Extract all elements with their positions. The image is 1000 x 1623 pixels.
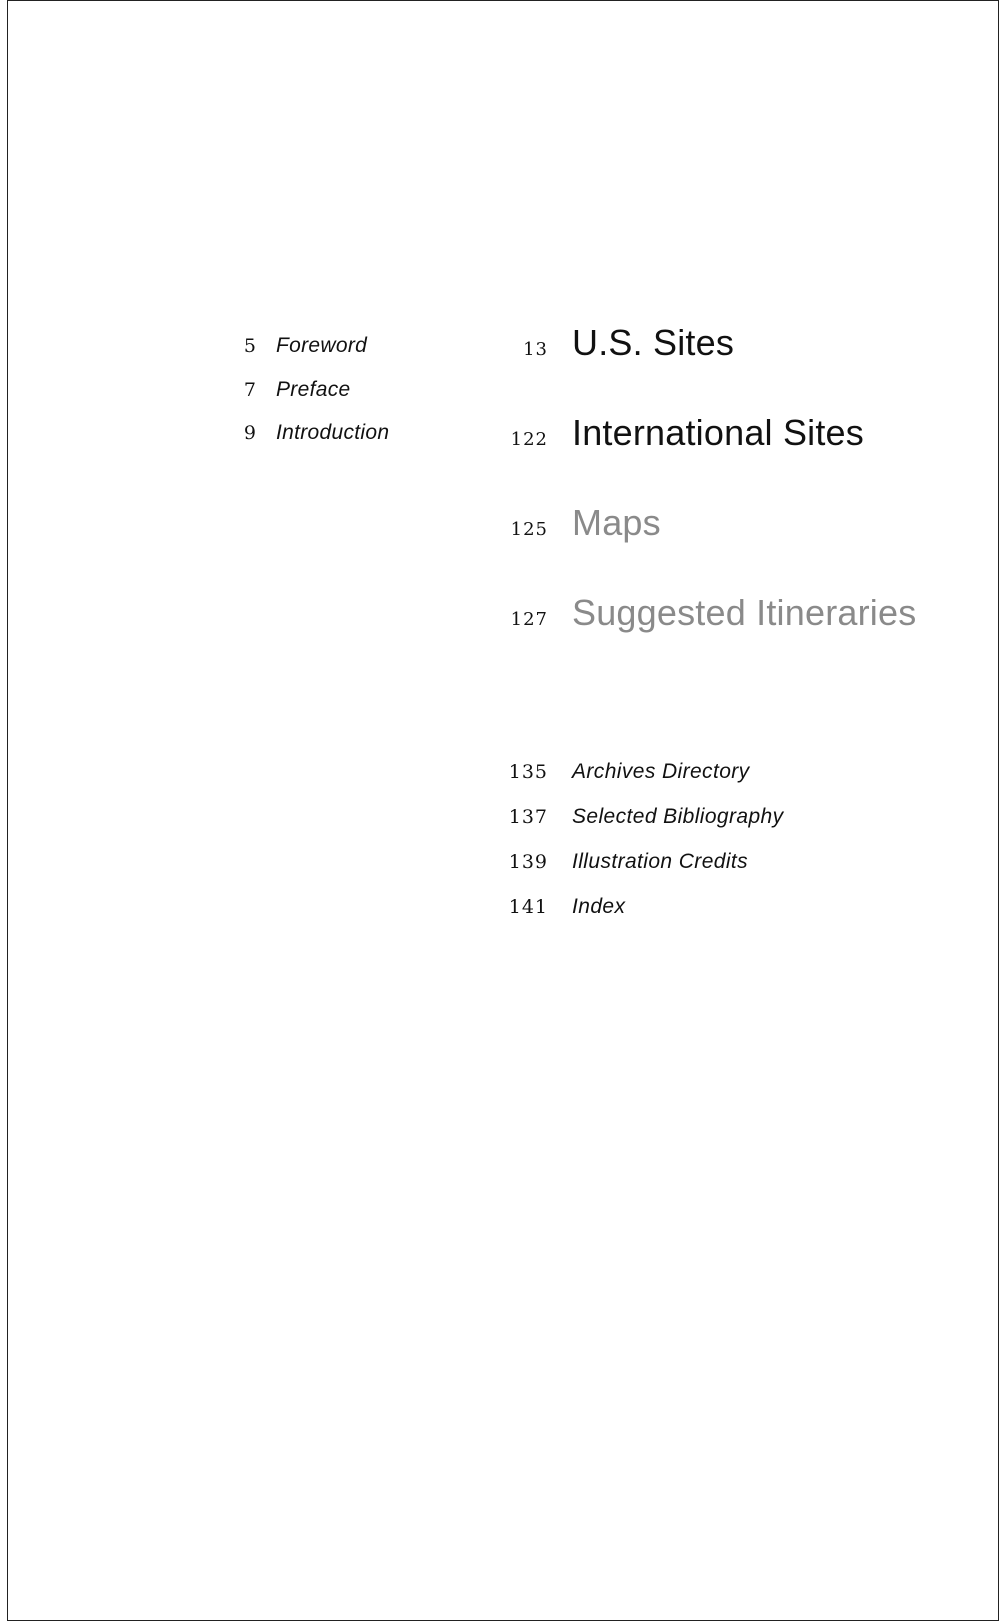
toc-section-us-sites[interactable] [500,322,734,364]
entry-title: Illustration Credits [572,850,749,873]
toc-entry-archives-directory[interactable] [500,760,750,784]
entry-title: Preface [276,378,351,401]
page-number: 127 [510,609,548,630]
page-number: 139 [508,851,548,873]
entry-title: Archives Directory [572,760,750,783]
section-title: Suggested Itineraries [572,592,917,633]
page-number: 137 [508,806,548,828]
entry-title: Selected Bibliography [572,805,784,828]
toc-entry-introduction[interactable] [236,421,389,445]
page-number: 122 [510,429,548,450]
entry-title: Foreword [276,334,368,357]
toc-entry-illustration-credits[interactable] [500,850,748,874]
toc-section-maps[interactable] [500,502,661,544]
toc-section-international-sites[interactable] [500,412,864,454]
page-number: 141 [508,896,548,918]
section-title: U.S. Sites [572,322,735,363]
toc-entry-selected-bibliography[interactable] [500,805,784,829]
page-number: 135 [508,761,548,783]
page-number: 7 [243,379,256,401]
section-title: International Sites [572,412,864,453]
page-number: 13 [523,339,548,360]
entry-title: Index [572,895,626,918]
toc-entry-index[interactable] [500,895,625,919]
page-number: 125 [510,519,548,540]
section-title: Maps [572,502,661,543]
entry-title: Introduction [276,421,390,444]
page-number: 9 [243,422,256,444]
page-number: 5 [243,335,256,357]
toc-section-suggested-itineraries[interactable] [500,592,916,634]
toc-entry-preface[interactable] [236,378,350,402]
toc-entry-foreword[interactable] [236,334,367,358]
